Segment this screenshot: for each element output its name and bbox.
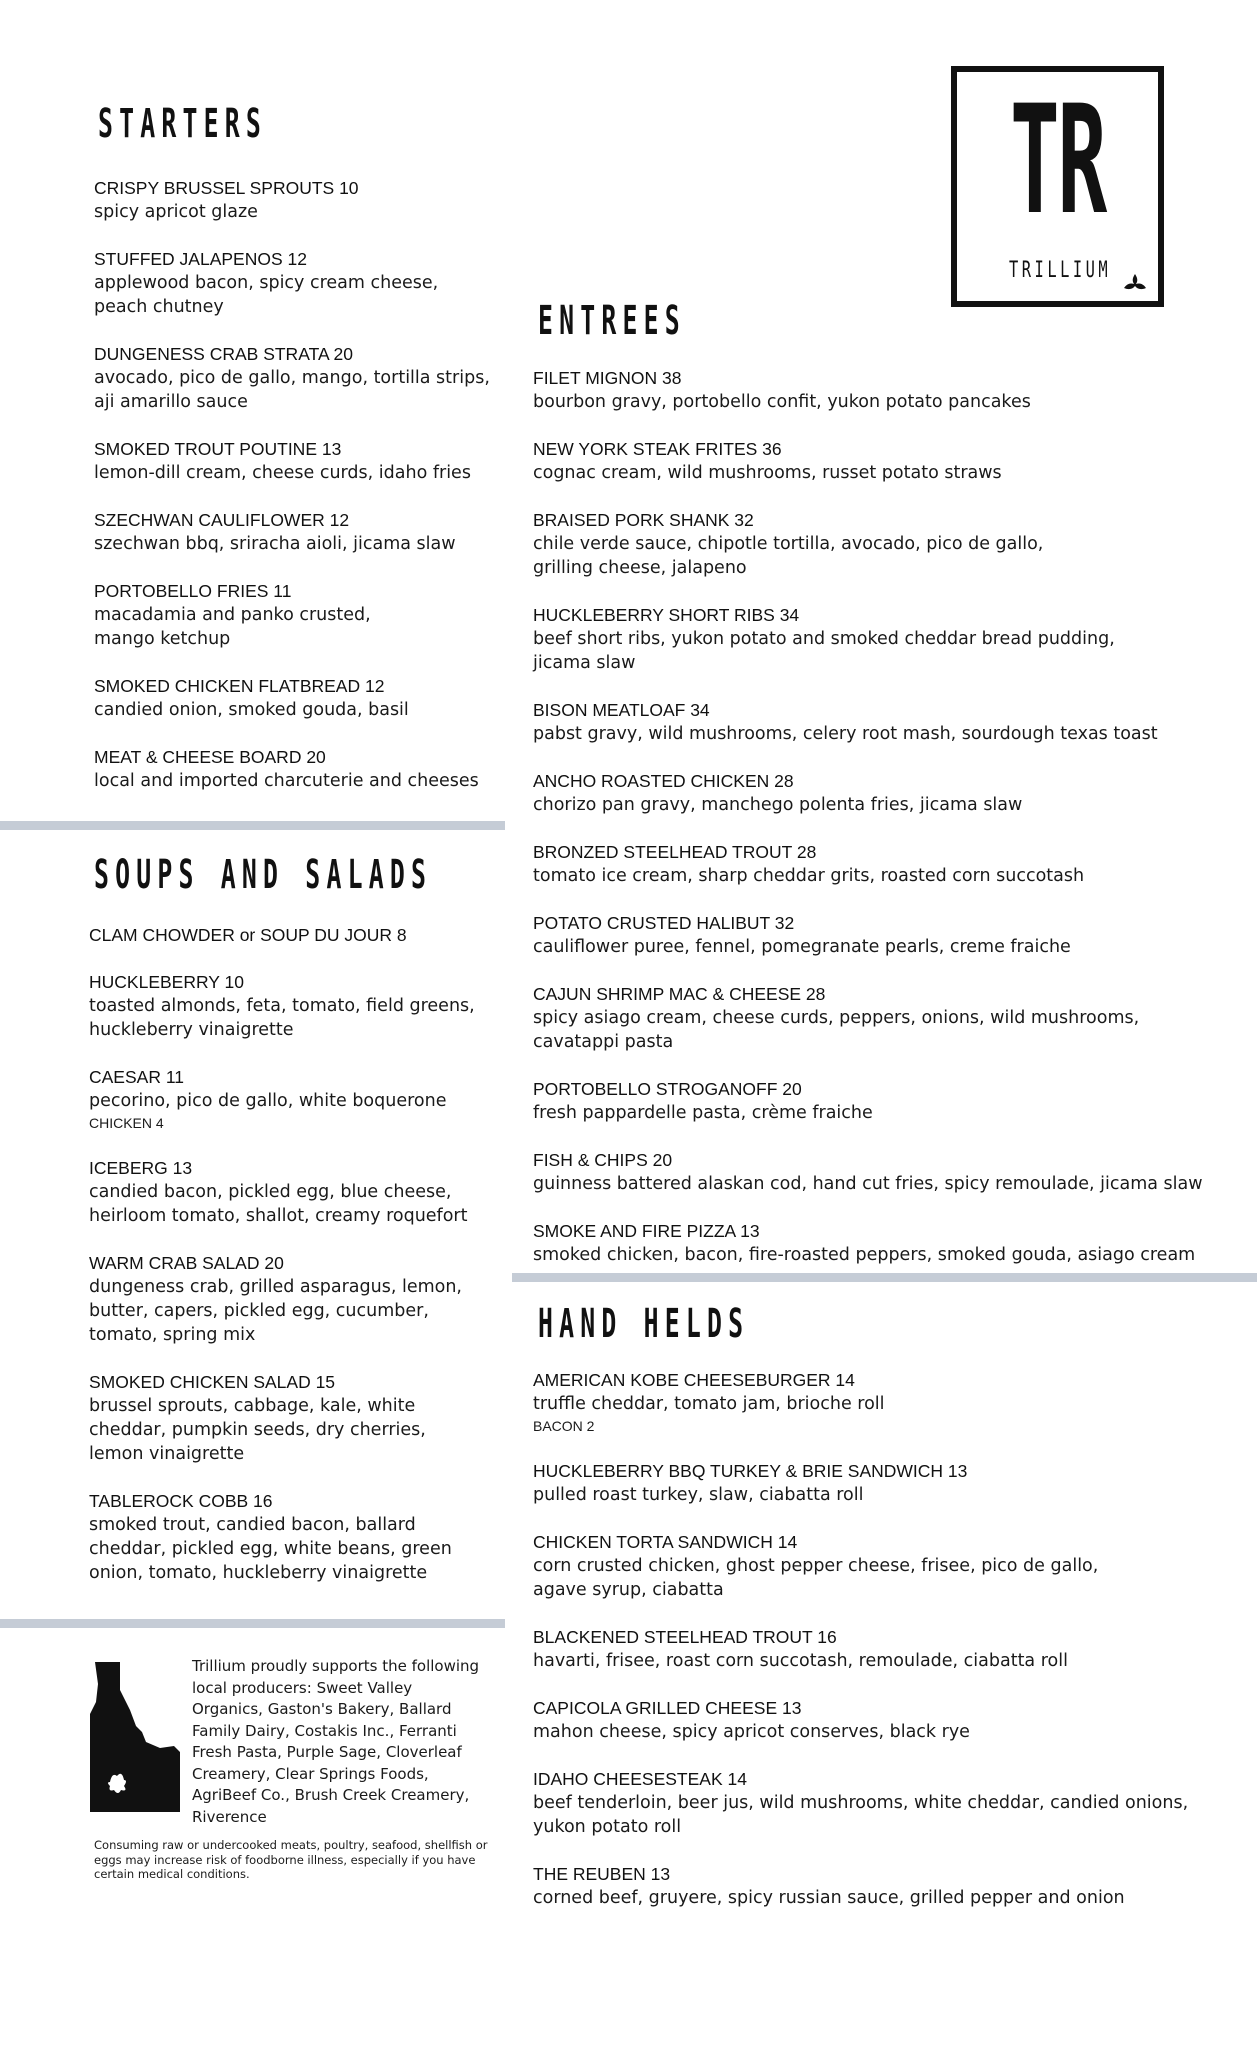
menu-item-description: avocado, pico de gallo, mango, tortilla strips, aji amarillo sauce: [94, 368, 490, 412]
menu-item-addon: CHICKEN 4: [89, 1115, 164, 1131]
menu-item: [94, 176, 514, 224]
menu-item: [94, 745, 514, 793]
menu-item-name: AMERICAN KOBE CHEESEBURGER 14: [533, 1370, 855, 1390]
logo-word: TRILLIUM: [1009, 258, 1112, 283]
producers-text: Trillium proudly supports the following local producers: Sweet Valley Organics, Gaston's Bakery, Ballard Family Dairy, Costakis Inc., Ferranti Fresh Pasta, Purple Sage, Cloverleaf Creamery, Clear Springs Foods, AgriBeef Co., Brush Creek Creamery, Riverence: [192, 1657, 480, 1826]
menu-item-name: CRISPY BRUSSEL SPROUTS 10: [94, 178, 359, 198]
menu-item-name: CAESAR 11: [89, 1067, 184, 1087]
menu-item-name: NEW YORK STEAK FRITES 36: [533, 439, 782, 459]
menu-item-name: STUFFED JALAPENOS 12: [94, 249, 307, 269]
menu-item: [89, 923, 509, 947]
menu-item: [533, 982, 1223, 1054]
handhelds-list: [533, 1368, 1223, 1933]
menu-item: [533, 437, 1223, 485]
menu-item: [533, 1459, 1223, 1507]
menu-item-description: guinness battered alaskan cod, hand cut fries, spicy remoulade, jicama slaw: [533, 1174, 1203, 1194]
menu-item: [94, 579, 514, 651]
divider-entrees: [512, 1273, 1257, 1282]
menu-item-description: fresh pappardelle pasta, crème fraiche: [533, 1103, 873, 1123]
menu-item-description: applewood bacon, spicy cream cheese, peach chutney: [94, 273, 439, 317]
menu-item-name: THE REUBEN 13: [533, 1864, 671, 1884]
menu-item: [533, 1625, 1223, 1673]
menu-item-name: HUCKLEBERRY 10: [89, 972, 244, 992]
menu-item-name: FILET MIGNON 38: [533, 368, 682, 388]
menu-item-name: SMOKED CHICKEN SALAD 15: [89, 1372, 336, 1392]
menu-item-name: BISON MEATLOAF 34: [533, 700, 710, 720]
entrees-title: ENTREES: [538, 298, 686, 344]
divider-soups: [0, 1619, 505, 1628]
menu-item: [533, 1767, 1223, 1839]
menu-item-description: bourbon gravy, portobello confit, yukon potato pancakes: [533, 392, 1031, 412]
menu-item-name: PORTOBELLO STROGANOFF 20: [533, 1079, 802, 1099]
menu-item-name: BLACKENED STEELHEAD TROUT 16: [533, 1627, 837, 1647]
menu-item-description: cauliflower puree, fennel, pomegranate pearls, creme fraiche: [533, 937, 1071, 957]
menu-item-name: BRONZED STEELHEAD TROUT 28: [533, 842, 817, 862]
menu-item-description: pabst gravy, wild mushrooms, celery root mash, sourdough texas toast: [533, 724, 1158, 744]
handhelds-title: HAND HELDS: [538, 1301, 750, 1347]
menu-item-description: truffle cheddar, tomato jam, brioche roll: [533, 1394, 885, 1414]
menu-item-description: corned beef, gruyere, spicy russian sauce, grilled pepper and onion: [533, 1888, 1125, 1908]
menu-item-description: local and imported charcuterie and cheeses: [94, 771, 479, 791]
menu-item-name: SMOKE AND FIRE PIZZA 13: [533, 1221, 760, 1241]
menu-item: [94, 342, 514, 414]
menu-item: [533, 1696, 1223, 1744]
menu-item-name: BRAISED PORK SHANK 32: [533, 510, 754, 530]
menu-item: [533, 603, 1223, 675]
menu-item-name: POTATO CRUSTED HALIBUT 32: [533, 913, 795, 933]
menu-item-description: pulled roast turkey, slaw, ciabatta roll: [533, 1485, 864, 1505]
menu-item-name: ANCHO ROASTED CHICKEN 28: [533, 771, 794, 791]
menu-item-name: DUNGENESS CRAB STRATA 20: [94, 344, 353, 364]
idaho-map-icon: [90, 1662, 180, 1812]
menu-item-description: cognac cream, wild mushrooms, russet potato straws: [533, 463, 1002, 483]
menu-item: [533, 911, 1223, 959]
menu-item-name: HUCKLEBERRY BBQ TURKEY & BRIE SANDWICH 13: [533, 1461, 968, 1481]
menu-item-name: SMOKED TROUT POUTINE 13: [94, 439, 342, 459]
menu-item-name: CHICKEN TORTA SANDWICH 14: [533, 1532, 798, 1552]
trillium-logo: [951, 66, 1164, 307]
disclaimer-text: Consuming raw or undercooked meats, poultry, seafood, shellfish or eggs may increase risk of foodborne illness, especially if you have certain medical conditions.: [94, 1838, 488, 1881]
menu-item: [533, 1077, 1223, 1125]
menu-item: [89, 1370, 509, 1466]
menu-item: [94, 508, 514, 556]
menu-item-description: havarti, frisee, roast corn succotash, remoulade, ciabatta roll: [533, 1651, 1068, 1671]
menu-item: [533, 840, 1223, 888]
menu-item: [89, 1156, 509, 1228]
menu-item-name: FISH & CHIPS 20: [533, 1150, 673, 1170]
menu-item-name: PORTOBELLO FRIES 11: [94, 581, 292, 601]
starters-list: [94, 176, 514, 816]
menu-item-description: corn crusted chicken, ghost pepper cheese, frisee, pico de gallo, agave syrup, ciabatta: [533, 1556, 1099, 1600]
menu-item-name: SMOKED CHICKEN FLATBREAD 12: [94, 676, 385, 696]
menu-item: [89, 1065, 509, 1133]
starters-title: STARTERS: [98, 101, 268, 147]
menu-item: [533, 1368, 1223, 1436]
menu-item-name: HUCKLEBERRY SHORT RIBS 34: [533, 605, 800, 625]
menu-item: [533, 1862, 1223, 1910]
menu-item: [533, 698, 1223, 746]
menu-item-description: szechwan bbq, sriracha aioli, jicama slaw: [94, 534, 456, 554]
menu-item-name: WARM CRAB SALAD 20: [89, 1253, 284, 1273]
menu-item: [533, 1530, 1223, 1602]
soups-title: SOUPS AND SALADS: [94, 852, 433, 898]
menu-item: [89, 970, 509, 1042]
menu-item: [89, 1489, 509, 1585]
menu-item-description: dungeness crab, grilled asparagus, lemon, butter, capers, pickled egg, cucumber, tomato, spring mix: [89, 1277, 462, 1345]
menu-item-description: chile verde sauce, chipotle tortilla, avocado, pico de gallo, grilling cheese, jalapeno: [533, 534, 1044, 578]
divider-starters: [0, 821, 505, 830]
menu-item-name: ICEBERG 13: [89, 1158, 193, 1178]
entrees-list: [533, 366, 1223, 1290]
soups-list: [89, 923, 509, 1608]
menu-item-description: candied bacon, pickled egg, blue cheese, heirloom tomato, shallot, creamy roquefort: [89, 1182, 468, 1226]
menu-item-name: CAPICOLA GRILLED CHEESE 13: [533, 1698, 802, 1718]
logo-letters: TR: [1010, 74, 1105, 248]
menu-item-description: spicy asiago cream, cheese curds, peppers, onions, wild mushrooms, cavatappi pasta: [533, 1008, 1140, 1052]
menu-item-description: brussel sprouts, cabbage, kale, white cheddar, pumpkin seeds, dry cherries, lemon vinaigrette: [89, 1396, 426, 1464]
menu-item-description: lemon-dill cream, cheese curds, idaho fries: [94, 463, 471, 483]
menu-item-description: smoked chicken, bacon, fire-roasted peppers, smoked gouda, asiago cream: [533, 1245, 1196, 1265]
menu-item-addon: BACON 2: [533, 1418, 595, 1434]
menu-item-description: macadamia and panko crusted, mango ketchup: [94, 605, 371, 649]
menu-item-description: pecorino, pico de gallo, white boquerone: [89, 1091, 447, 1111]
menu-item-name: TABLEROCK COBB 16: [89, 1491, 273, 1511]
menu-item-description: toasted almonds, feta, tomato, field greens, huckleberry vinaigrette: [89, 996, 475, 1040]
menu-item: [94, 247, 514, 319]
menu-item: [533, 1148, 1223, 1196]
menu-item-description: chorizo pan gravy, manchego polenta fries, jicama slaw: [533, 795, 1023, 815]
menu-item-description: spicy apricot glaze: [94, 202, 258, 222]
menu-item: [533, 1219, 1223, 1267]
menu-item-name: CAJUN SHRIMP MAC & CHEESE 28: [533, 984, 826, 1004]
menu-item-name: IDAHO CHEESESTEAK 14: [533, 1769, 747, 1789]
menu-item-description: beef tenderloin, beer jus, wild mushrooms, white cheddar, candied onions, yukon potato roll: [533, 1793, 1189, 1837]
menu-item-name: MEAT & CHEESE BOARD 20: [94, 747, 326, 767]
menu-item: [94, 674, 514, 722]
menu-item: [533, 366, 1223, 414]
menu-item: [533, 508, 1223, 580]
menu-item: [89, 1251, 509, 1347]
menu-item-description: mahon cheese, spicy apricot conserves, black rye: [533, 1722, 970, 1742]
menu-item-name: SZECHWAN CAULIFLOWER 12: [94, 510, 350, 530]
menu-item-description: beef short ribs, yukon potato and smoked cheddar bread pudding, jicama slaw: [533, 629, 1115, 673]
menu-item: [533, 769, 1223, 817]
menu-item-description: tomato ice cream, sharp cheddar grits, roasted corn succotash: [533, 866, 1085, 886]
trillium-flower-icon: [1124, 274, 1146, 294]
menu-item: [94, 437, 514, 485]
menu-item-description: smoked trout, candied bacon, ballard cheddar, pickled egg, white beans, green onion, tomato, huckleberry vinaigrette: [89, 1515, 452, 1583]
menu-item-description: candied onion, smoked gouda, basil: [94, 700, 409, 720]
menu-item-name: CLAM CHOWDER or SOUP DU JOUR 8: [89, 925, 407, 945]
